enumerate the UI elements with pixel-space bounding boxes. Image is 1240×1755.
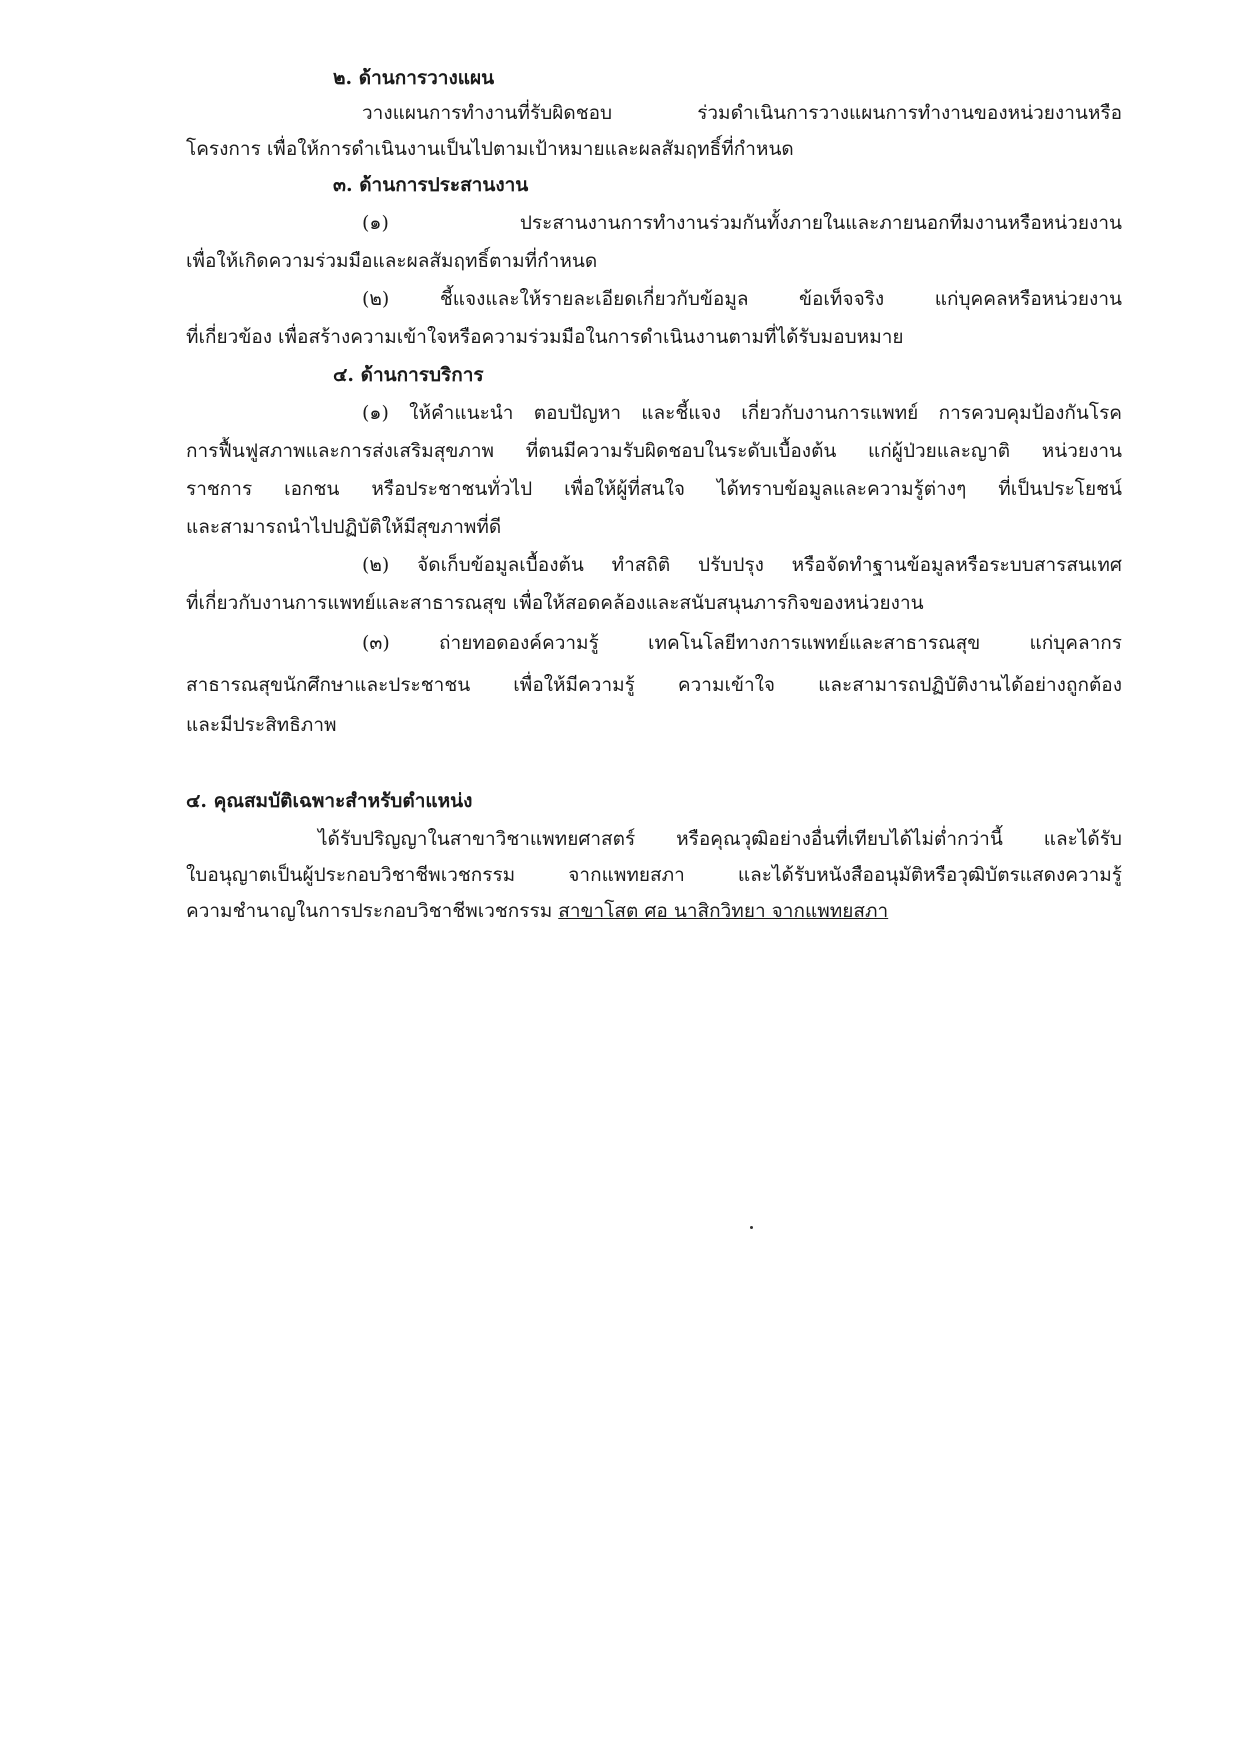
scan-speck — [750, 1226, 753, 1229]
coordination-item2-line-2: ที่เกี่ยวข้อง เพื่อสร้างความเข้าใจหรือความร่วมมือในการดำเนินงานตามที่ได้รับมอบหมาย — [186, 326, 904, 348]
section-planning-line-2: โครงการ เพื่อให้การดำเนินงานเป็นไปตามเป้าหมายและผลสัมฤทธิ์ที่กำหนด — [186, 138, 794, 160]
section-planning-line-1: วางแผนการทำงานที่รับผิดชอบ ร่วมดำเนินการวางแผนการทำงานของหน่วยงานหรือ — [362, 102, 1122, 124]
section-service-heading: ๔. ด้านการบริการ — [333, 364, 484, 386]
coordination-item1-line-1: (๑) ประสานงานการทำงานร่วมกันทั้งภายในและภายนอกทีมงานหรือหน่วยงาน — [362, 212, 1122, 234]
service-item1-line-4: และสามารถนำไปปฏิบัติให้มีสุขภาพที่ดี — [186, 516, 502, 538]
coordination-item2-line-1: (๒) ชี้แจงและให้รายละเอียดเกี่ยวกับข้อมูล ข้อเท็จจริง แก่บุคคลหรือหน่วยงาน — [362, 288, 1122, 310]
qualifications-heading: ๔. คุณสมบัติเฉพาะสำหรับตำแหน่ง — [186, 790, 473, 812]
service-item1-line-1: (๑) ให้คำแนะนำ ตอบปัญหา และชี้แจง เกี่ยวกับงานการแพทย์ การควบคุมป้องกันโรค — [362, 402, 1122, 424]
service-item3-line-3: และมีประสิทธิภาพ — [186, 714, 337, 736]
qualifications-line-2: ใบอนุญาตเป็นผู้ประกอบวิชาชีพเวชกรรม จากแพทยสภา และได้รับหนังสืออนุมัติหรือวุฒิบัตรแสดงความรู้ — [186, 864, 1122, 886]
qualifications-line-3-text: ความชำนาญในการประกอบวิชาชีพเวชกรรม — [186, 900, 559, 922]
service-item1-line-2: การฟื้นฟูสภาพและการส่งเสริมสุขภาพ ที่ตนมีความรับผิดชอบในระดับเบื้องต้น แก่ผู้ป่วยและญาติ หน่วยงาน — [186, 440, 1122, 462]
service-item3-line-2: สาธารณสุขนักศึกษาและประชาชน เพื่อให้มีความรู้ ความเข้าใจ และสามารถปฏิบัติงานได้อย่างถูกต้อง — [186, 674, 1122, 696]
section-planning-heading: ๒. ด้านการวางแผน — [333, 67, 495, 89]
service-item2-line-2: ที่เกี่ยวกับงานการแพทย์และสาธารณสุข เพื่อให้สอดคล้องและสนับสนุนภารกิจของหน่วยงาน — [186, 592, 924, 614]
qualifications-line-1: ได้รับปริญญาในสาขาวิชาแพทยศาสตร์ หรือคุณวุฒิอย่างอื่นที่เทียบได้ไม่ต่ำกว่านี้ และได้รับ — [318, 828, 1122, 850]
coordination-item1-line-2: เพื่อให้เกิดความร่วมมือและผลสัมฤทธิ์ตามที่กำหนด — [186, 250, 598, 272]
qualifications-specialty: สาขาโสต ศอ นาสิกวิทยา จากแพทยสภา — [558, 900, 889, 922]
service-item1-line-3: ราชการ เอกชน หรือประชาชนทั่วไป เพื่อให้ผู้ที่สนใจ ได้ทราบข้อมูลและความรู้ต่างๆ ที่เป็นประโยชน์ — [186, 478, 1122, 500]
section-coordination-heading: ๓. ด้านการประสานงาน — [333, 174, 529, 196]
qualifications-line-3 — [186, 896, 888, 926]
service-item2-line-1: (๒) จัดเก็บข้อมูลเบื้องต้น ทำสถิติ ปรับปรุง หรือจัดทำฐานข้อมูลหรือระบบสารสนเทศ — [362, 554, 1122, 576]
service-item3-line-1: (๓) ถ่ายทอดองค์ความรู้ เทคโนโลยีทางการแพทย์และสาธารณสุข แก่บุคลากร — [362, 632, 1122, 654]
